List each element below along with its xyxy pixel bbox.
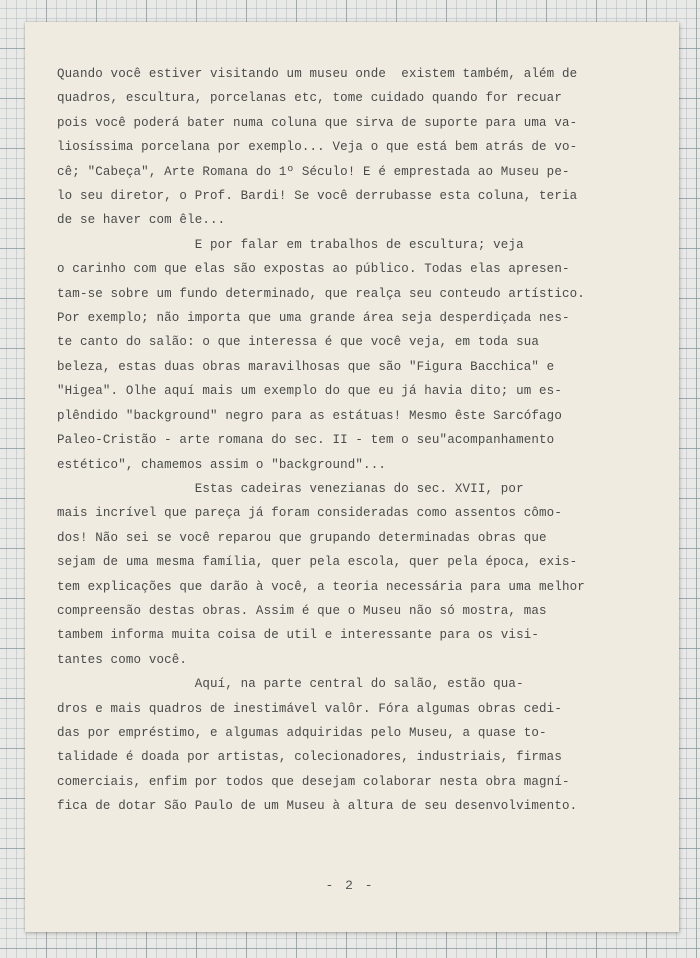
text-line: tam-se sobre um fundo determinado, que realça seu conteudo artístico.: [57, 286, 585, 301]
text-line: te canto do salão: o que interessa é que você veja, em toda sua: [57, 335, 540, 350]
text-line: quadros, escultura, porcelanas etc, tome cuidado quando for recuar: [57, 91, 562, 106]
text-line: dros e mais quadros de inestimável valôr. Fóra algumas obras cedi-: [57, 701, 562, 716]
body-text: [57, 62, 617, 819]
text-line: comerciais, enfim por todos que desejam colaborar nesta obra magní-: [57, 774, 570, 789]
text-line: de se haver com êle...: [57, 213, 226, 228]
text-line: liosíssima porcelana por exemplo... Veja o que está bem atrás de vo-: [57, 140, 578, 155]
text-line: beleza, estas duas obras maravilhosas que são "Figura Bacchica" e: [57, 359, 555, 374]
text-line: compreensão destas obras. Assim é que o Museu não só mostra, mas: [57, 603, 547, 618]
text-line: fica de dotar São Paulo de um Museu à altura de seu desenvolvimento.: [57, 799, 578, 814]
page-number: - 2 -: [325, 878, 375, 893]
text-line: Aquí, na parte central do salão, estão qua-: [57, 677, 524, 692]
text-line: Estas cadeiras venezianas do sec. XVII, por: [57, 481, 524, 496]
text-line: Paleo-Cristão - arte romana do sec. II - tem o seu"acompanhamento: [57, 433, 555, 448]
text-line: estético", chamemos assim o "background"...: [57, 457, 387, 472]
text-line: cê; "Cabeça", Arte Romana do 1º Século! E é emprestada ao Museu pe-: [57, 164, 570, 179]
text-line: das por empréstimo, e algumas adquiridas pelo Museu, a quase to-: [57, 725, 547, 740]
text-line: E por falar em trabalhos de escultura; veja: [57, 237, 524, 252]
text-line: Por exemplo; não importa que uma grande área seja desperdiçada nes-: [57, 311, 570, 326]
text-line: o carinho com que elas são expostas ao público. Todas elas apresen-: [57, 262, 570, 277]
text-line: sejam de uma mesma família, quer pela escola, quer pela época, exis-: [57, 555, 578, 570]
text-line: "Higea". Olhe aquí mais um exemplo do que eu já havia dito; um es-: [57, 384, 562, 399]
text-line: mais incrível que pareça já foram consideradas como assentos cômo-: [57, 506, 562, 521]
text-line: pois você poderá bater numa coluna que sirva de suporte para uma va-: [57, 115, 578, 130]
text-line: talidade é doada por artistas, colecionadores, industriais, firmas: [57, 750, 562, 765]
text-line: tantes como você.: [57, 652, 188, 667]
text-line: dos! Não sei se você reparou que grupando determinadas obras que: [57, 530, 547, 545]
text-line: tambem informa muita coisa de util e interessante para os visi-: [57, 628, 540, 643]
text-line: lo seu diretor, o Prof. Bardi! Se você derrubasse esta coluna, teria: [57, 189, 578, 204]
text-line: Quando você estiver visitando um museu onde existem também, além de: [57, 67, 578, 81]
text-line: plêndido "background" negro para as estátuas! Mesmo êste Sarcófago: [57, 408, 562, 423]
text-line: tem explicações que darão à você, a teoria necessária para uma melhor: [57, 579, 585, 594]
